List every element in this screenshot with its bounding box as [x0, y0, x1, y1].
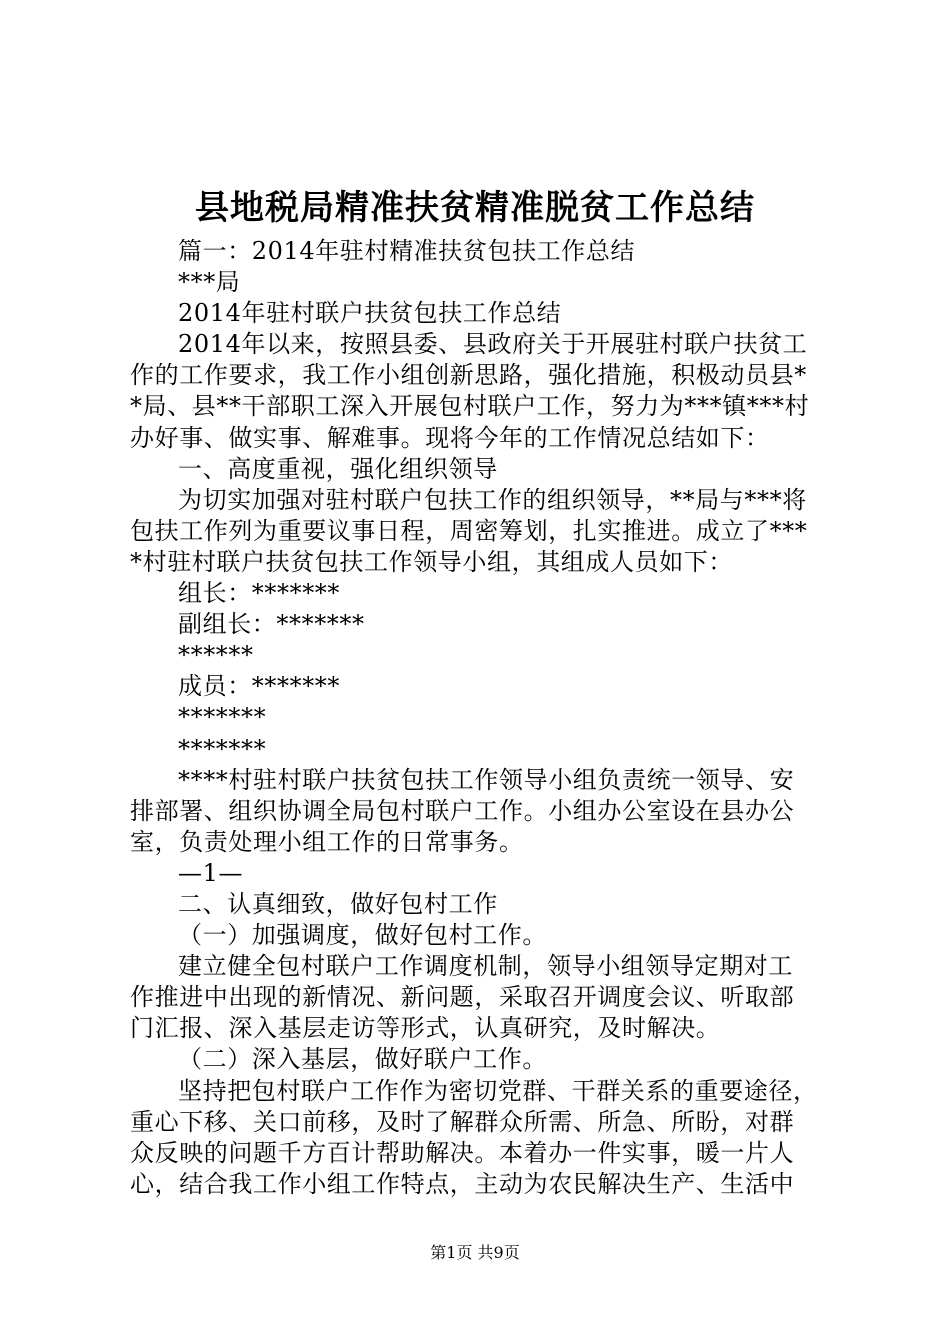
text-line: 一、高度重视，强化组织领导	[178, 454, 498, 483]
text-line: 室，负责处理小组工作的日常事务。	[130, 827, 524, 856]
text-line: 作推进中出现的新情况、新问题，采取召开调度会议、听取部	[130, 983, 795, 1012]
text-line: 篇一：2014年驻村精准扶贫包扶工作总结	[178, 237, 636, 265]
text-line: 办好事、做实事、解难事。现将今年的工作情况总结如下：	[130, 423, 770, 452]
text-line: 排部署、组织协调全局包村联户工作。小组办公室设在县办公	[130, 796, 795, 825]
text-line: ***局	[178, 268, 241, 297]
text-line: *局、县**干部职工深入开展包村联户工作，努力为***镇***村	[130, 392, 810, 421]
document-title: 县地税局精准扶贫精准脱贫工作总结	[195, 188, 755, 228]
text-line: 重心下移、关口前移，及时了解群众所需、所急、所盼，对群	[130, 1107, 795, 1136]
text-line: —1—	[178, 858, 244, 887]
text-line: 心，结合我工作小组工作特点，主动为农民解决生产、生活中	[130, 1169, 795, 1198]
text-line: 包扶工作列为重要议事日程，周密筹划，扎实推进。成立了***	[130, 516, 808, 545]
text-line: 2014年驻村联户扶贫包扶工作总结	[178, 299, 562, 328]
text-line: 成员：*******	[178, 672, 340, 701]
document-body	[130, 236, 830, 1200]
text-line: ****村驻村联户扶贫包扶工作领导小组负责统一领导、安	[178, 765, 795, 794]
text-line: 作的工作要求，我工作小组创新思路，强化措施，积极动员县*	[130, 361, 807, 390]
text-line: ******	[178, 641, 254, 670]
text-line: 为切实加强对驻村联户包扶工作的组织领导，**局与***将	[178, 485, 807, 514]
text-line: 组长：*******	[178, 579, 340, 608]
text-line: 坚持把包村联户工作作为密切党群、干群关系的重要途径，	[178, 1076, 818, 1105]
text-line: （一）加强调度，做好包村工作。	[178, 921, 547, 950]
text-line: 副组长：*******	[178, 610, 365, 639]
page-footer: 第1页 共9页	[430, 1243, 520, 1262]
text-line: *******	[178, 703, 267, 732]
text-line: 门汇报、深入基层走访等形式，认真研究，及时解决。	[130, 1014, 721, 1043]
text-line: *******	[178, 734, 267, 763]
text-line: 二、认真细致，做好包村工作	[178, 889, 498, 918]
text-line: 众反映的问题千方百计帮助解决。本着办一件实事，暖一片人	[130, 1138, 795, 1167]
text-line: （二）深入基层，做好联户工作。	[178, 1045, 547, 1074]
text-line: 建立健全包村联户工作调度机制，领导小组领导定期对工	[178, 952, 793, 981]
text-line: 2014年以来，按照县委、县政府关于开展驻村联户扶贫工	[178, 330, 808, 359]
text-line: *村驻村联户扶贫包扶工作领导小组，其组成人员如下：	[130, 547, 733, 576]
